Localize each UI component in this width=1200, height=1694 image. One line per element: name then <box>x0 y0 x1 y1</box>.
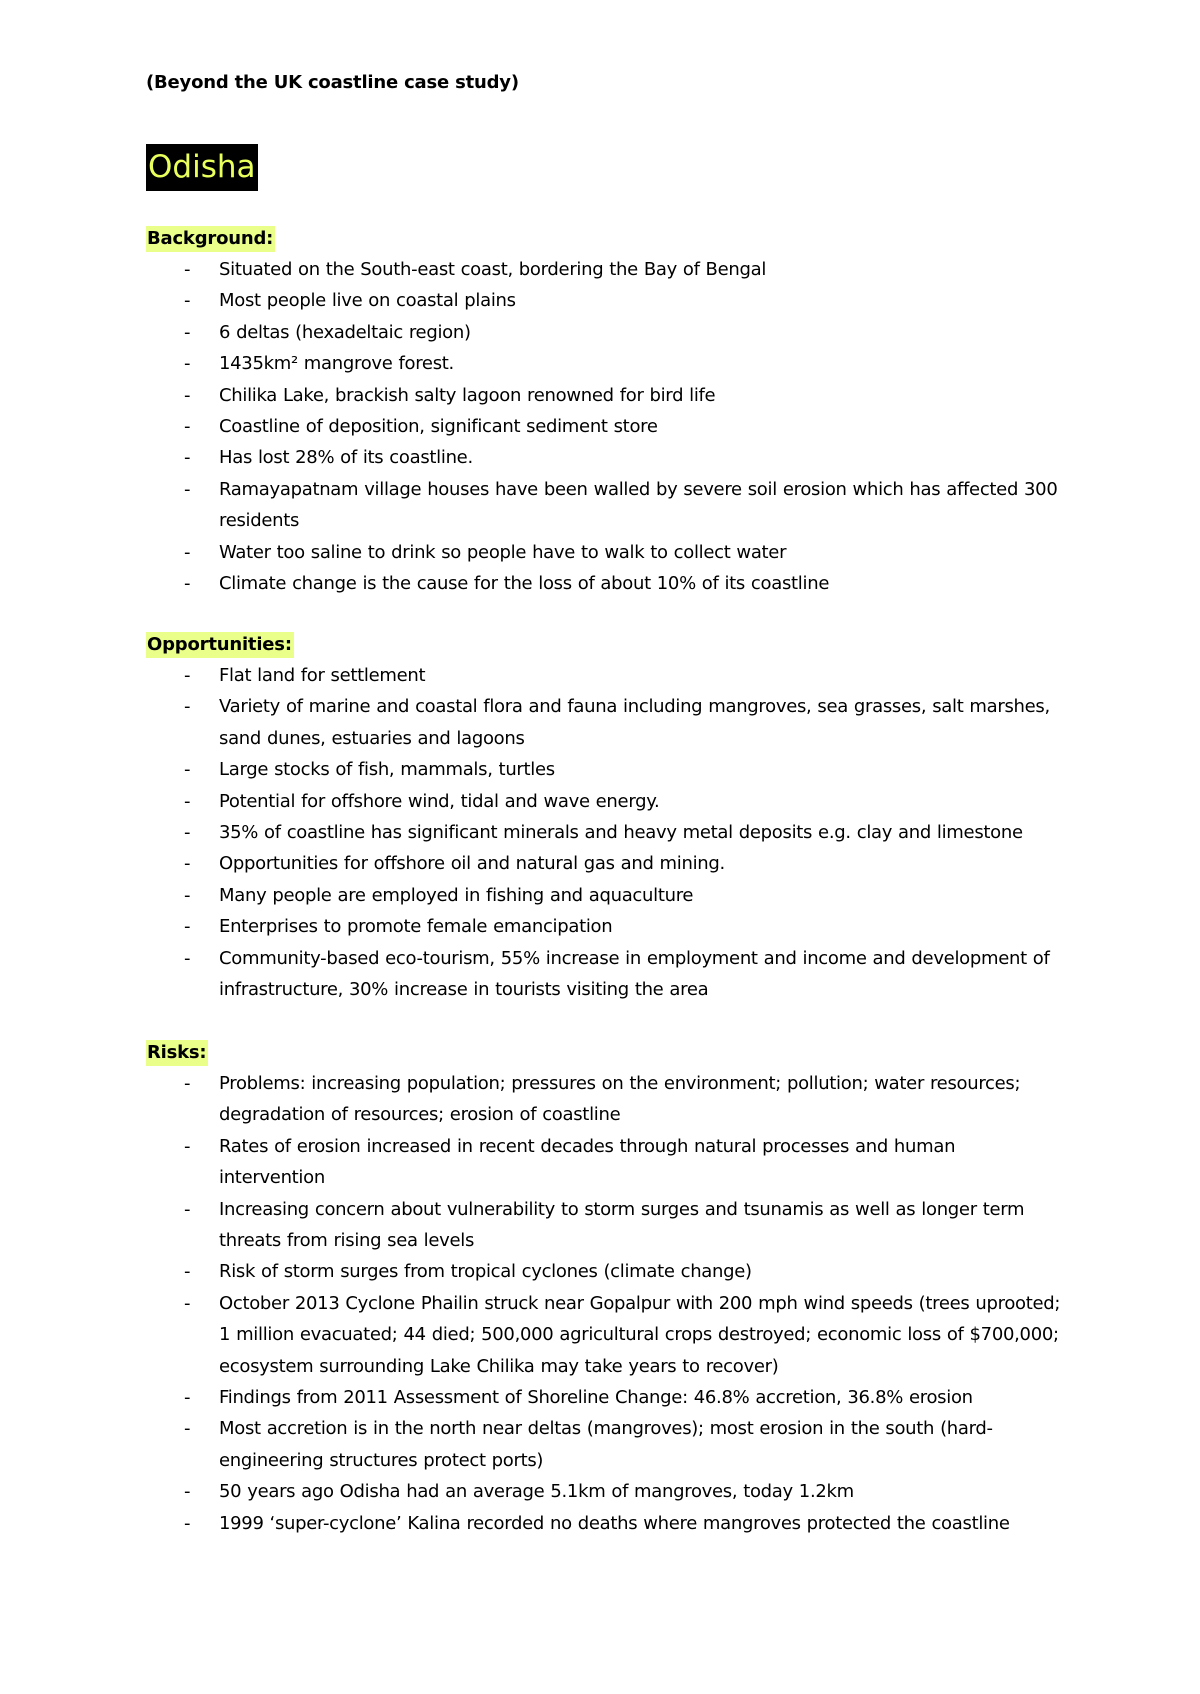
bullet-dash: - <box>184 478 191 500</box>
list-item <box>146 786 1066 817</box>
list-item <box>146 1508 1066 1539</box>
list-item-text: Potential for offshore wind, tidal and wave energy. <box>219 790 660 812</box>
bullet-dash: - <box>184 1198 191 1220</box>
bullet-dash: - <box>184 916 191 938</box>
list-item-text: Opportunities for offshore oil and natural gas and mining. <box>219 853 725 875</box>
risks-list <box>146 1068 1066 1539</box>
list-item <box>146 254 1066 285</box>
list-item <box>146 285 1066 316</box>
bullet-dash: - <box>184 384 191 406</box>
list-item-text: Coastline of deposition, significant sediment store <box>219 416 658 438</box>
list-item-text: Large stocks of fish, mammals, turtles <box>219 759 555 781</box>
bullet-dash: - <box>184 1261 191 1283</box>
bullet-dash: - <box>184 884 191 906</box>
list-item <box>146 848 1066 879</box>
bullet-dash: - <box>184 759 191 781</box>
bullet-dash: - <box>184 1418 191 1440</box>
section-heading-opportunities: Opportunities: <box>146 632 294 658</box>
bullet-dash: - <box>184 447 191 469</box>
list-item-text: Problems: increasing population; pressures on the environment; pollution; water resources; degradation of resources; erosion of coastline <box>219 1073 1021 1126</box>
list-item-text: 50 years ago Odisha had an average 5.1km of mangroves, today 1.2km <box>219 1481 854 1503</box>
list-item-text: 6 deltas (hexadeltaic region) <box>219 321 471 343</box>
list-item <box>146 474 1066 537</box>
bullet-dash: - <box>184 573 191 595</box>
bullet-dash: - <box>184 790 191 812</box>
list-item <box>146 1413 1066 1476</box>
list-item <box>146 911 1066 942</box>
list-item-text: Risk of storm surges from tropical cyclones (climate change) <box>219 1261 752 1283</box>
list-item-text: Situated on the South-east coast, bordering the Bay of Bengal <box>219 259 767 280</box>
list-item-text: Ramayapatnam village houses have been walled by severe soil erosion which has affected 300 residents <box>219 478 1058 532</box>
list-item <box>146 411 1066 442</box>
list-item-text: Findings from 2011 Assessment of Shoreline Change: 46.8% accretion, 36.8% erosion <box>219 1387 973 1409</box>
list-item-text: 1999 ‘super-cyclone’ Kalina recorded no deaths where mangroves protected the coastline <box>219 1512 1010 1534</box>
list-item <box>146 1288 1066 1382</box>
list-item <box>146 691 1066 754</box>
section-background <box>146 226 1066 599</box>
list-item-text: Enterprises to promote female emancipation <box>219 916 613 938</box>
list-item <box>146 442 1066 473</box>
list-item-text: 1435km² mangrove forest. <box>219 353 454 375</box>
list-item <box>146 348 1066 379</box>
bullet-dash: - <box>184 665 191 686</box>
background-list <box>146 254 1066 599</box>
list-item-text: Rates of erosion increased in recent decades through natural processes and human intervention <box>219 1135 956 1189</box>
bullet-dash: - <box>184 541 191 563</box>
list-item <box>146 1194 1066 1257</box>
bullet-dash: - <box>184 1387 191 1409</box>
bullet-dash: - <box>184 259 191 280</box>
list-item-text: Climate change is the cause for the loss of about 10% of its coastline <box>219 573 830 595</box>
list-item-text: Many people are employed in fishing and aquaculture <box>219 884 694 906</box>
bullet-dash: - <box>184 321 191 343</box>
bullet-dash: - <box>184 1135 191 1157</box>
bullet-dash: - <box>184 416 191 438</box>
opportunities-list <box>146 660 1066 1005</box>
list-item-text: Variety of marine and coastal flora and fauna including mangroves, sea grasses, salt marshes, sand dunes, estuaries and lagoons <box>219 696 1050 749</box>
bullet-dash: - <box>184 696 191 718</box>
list-item <box>146 660 1066 691</box>
bullet-dash: - <box>184 1292 191 1314</box>
list-item-text: Water too saline to drink so people have to walk to collect water <box>219 541 787 563</box>
list-item-text: October 2013 Cyclone Phailin struck near Gopalpur with 200 mph wind speeds (trees uprooted; 1 million evacuated; 44 died; 500,000 agricultural crops destroyed; economic loss of $700,000; ecosystem surrounding Lake Chilika may take years to recover) <box>219 1292 1061 1377</box>
page-title: Odisha <box>146 144 258 191</box>
list-item <box>146 754 1066 785</box>
bullet-dash: - <box>184 947 191 969</box>
bullet-dash: - <box>184 853 191 875</box>
section-heading-background: Background: <box>146 226 275 252</box>
list-item <box>146 1131 1066 1194</box>
list-item-text: Chilika Lake, brackish salty lagoon renowned for bird life <box>219 384 716 406</box>
list-item <box>146 380 1066 411</box>
list-item <box>146 943 1066 1006</box>
list-item <box>146 568 1066 599</box>
section-risks <box>146 1040 1066 1539</box>
bullet-dash: - <box>184 1481 191 1503</box>
section-opportunities <box>146 632 1066 1005</box>
list-item <box>146 537 1066 568</box>
list-item-text: 35% of coastline has significant minerals and heavy metal deposits e.g. clay and limestone <box>219 822 1023 844</box>
list-item-text: Most accretion is in the north near deltas (mangroves); most erosion in the south (hard-engineering structures protect ports) <box>219 1418 993 1471</box>
list-item <box>146 1068 1066 1131</box>
list-item <box>146 817 1066 848</box>
section-heading-risks: Risks: <box>146 1040 208 1066</box>
list-item-text: Increasing concern about vulnerability to storm surges and tsunamis as well as longer term threats from rising sea levels <box>219 1198 1025 1252</box>
bullet-dash: - <box>184 1512 191 1534</box>
bullet-dash: - <box>184 1073 191 1094</box>
list-item <box>146 317 1066 348</box>
bullet-dash: - <box>184 353 191 375</box>
list-item <box>146 1256 1066 1287</box>
list-item-text: Community-based eco-tourism, 55% increase in employment and income and development of infrastructure, 30% increase in tourists visiting the area <box>219 947 1050 1001</box>
list-item-text: Most people live on coastal plains <box>219 290 516 312</box>
list-item <box>146 880 1066 911</box>
list-item <box>146 1476 1066 1507</box>
bullet-dash: - <box>184 290 191 312</box>
list-item-text: Has lost 28% of its coastline. <box>219 447 473 469</box>
case-study-subtitle: (Beyond the UK coastline case study) <box>146 72 519 93</box>
bullet-dash: - <box>184 822 191 844</box>
list-item-text: Flat land for settlement <box>219 665 426 686</box>
list-item <box>146 1382 1066 1413</box>
